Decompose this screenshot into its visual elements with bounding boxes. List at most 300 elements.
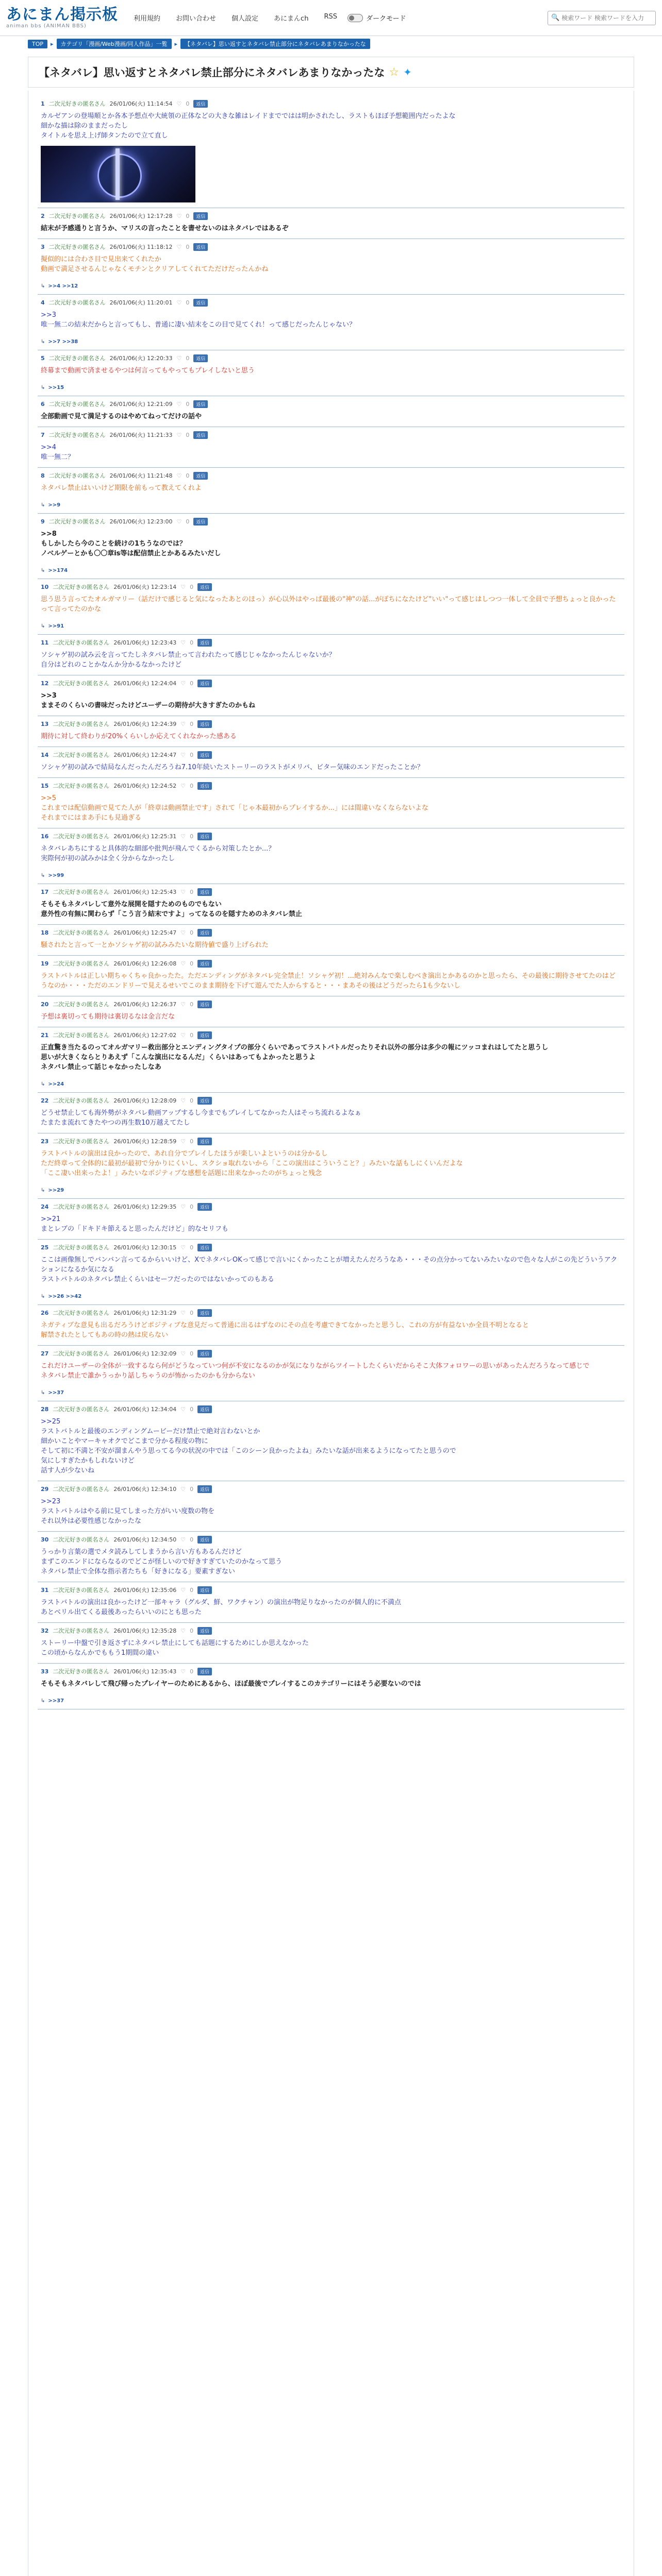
post xyxy=(38,1027,624,1093)
heart-icon[interactable]: ♡ xyxy=(180,639,186,646)
reply-button[interactable]: 返信 xyxy=(197,1485,212,1493)
heart-icon[interactable]: ♡ xyxy=(176,431,182,438)
post-meta xyxy=(41,1202,621,1211)
post xyxy=(38,239,624,295)
post-body: 全部動画で見て満足するのはやめてねってだけの話や xyxy=(41,413,202,420)
post-date: 26/01/06(火) 12:28:09 xyxy=(113,1097,177,1104)
logo-text[interactable]: あにまん掲示板 xyxy=(6,6,118,24)
like-count: 0 xyxy=(190,888,194,895)
post-date: 26/01/06(火) 11:21:48 xyxy=(109,472,173,479)
post-number[interactable]: 23 xyxy=(41,1138,49,1145)
reply-link[interactable]: >>37 xyxy=(48,1390,64,1396)
heart-icon[interactable]: ♡ xyxy=(180,833,186,840)
reply-button[interactable]: 返信 xyxy=(193,354,208,362)
breadcrumb-category[interactable]: カテゴリ「漫画/Web漫画/同人作品」一覧 xyxy=(57,39,172,49)
dark-mode-toggle[interactable] xyxy=(347,14,363,22)
reply-link[interactable]: >>29 xyxy=(48,1188,64,1193)
post-author: 二次元好きの匿名さん xyxy=(53,721,110,727)
heart-icon[interactable]: ♡ xyxy=(176,100,182,107)
post xyxy=(38,956,624,996)
reply-button[interactable]: 返信 xyxy=(197,929,212,937)
post-meta xyxy=(41,242,621,251)
post-body: >>21 まとレブの「ドキドキ節えると思ったんだけど」的なセリフも xyxy=(41,1215,229,1233)
post-number[interactable]: 19 xyxy=(41,960,49,967)
post-body: 終幕まで動画で済ませるやつは何言ってもやってもプレイしないと思う xyxy=(41,367,255,375)
post-body: ネタバレあちにすると具体的な細部や批判が飛んでくるから対策したとか...？ 実際何が初の試みかは全く分からなかったし xyxy=(41,845,275,862)
reply-button[interactable]: 返信 xyxy=(197,1001,212,1008)
post-body: ネタバレ禁止はいいけど期限を前もって教えてくれよ xyxy=(41,484,202,492)
post-number[interactable]: 20 xyxy=(41,1001,49,1008)
post-body: うっかり言葉の選でメタ読みしてしまうから言い方もあるんだけど まずこのエンドにならなるのでどこが怪しいので好きすぎていたのかなって思う ネタバレ禁止で全体な指示者たちも「好きになる」要素すぎない xyxy=(41,1548,283,1575)
reply-button[interactable]: 返信 xyxy=(197,1668,212,1675)
reply-button[interactable]: 返信 xyxy=(197,1203,212,1211)
page-title: 【ネタバレ】思い返すとネタバレ禁止部分にネタバレあまりなかったな xyxy=(39,66,385,79)
heart-icon[interactable]: ♡ xyxy=(180,583,186,590)
reply-links xyxy=(41,568,621,573)
reply-button[interactable]: 返信 xyxy=(193,472,208,480)
post-number[interactable]: 25 xyxy=(41,1244,49,1251)
post-body: >>4 唯一無二？ xyxy=(41,444,75,461)
post-body: >>5 これまでは配信動画で見てた人が「終章は動画禁止です」されて「じゃ本最初からプレイするか...」には間違いなくならないよな それまでにはまあ手にも見過ぎる xyxy=(41,794,428,822)
post-body: ラストバトルの演出は良かったけど一部キャラ（グルダ、鮮、ワクチャン）の演出が物足りなかったのが個人的に不満点 あとベリル出てくる最後あったらいいのにとも思った xyxy=(41,1599,402,1616)
post-date: 26/01/06(火) 12:28:59 xyxy=(113,1138,177,1145)
post xyxy=(38,1305,624,1346)
post-number[interactable]: 7 xyxy=(41,431,45,438)
post-number[interactable]: 30 xyxy=(41,1536,49,1543)
reply-button[interactable]: 返信 xyxy=(197,960,212,968)
nav-settings[interactable]: 個人設定 xyxy=(231,15,259,23)
logo-subtitle: animan bbs (ANIMAN BBS) xyxy=(6,23,87,29)
reply-link[interactable]: >>37 xyxy=(48,1698,64,1704)
post-author: 二次元好きの匿名さん xyxy=(48,244,106,250)
post-number[interactable]: 8 xyxy=(41,472,45,479)
reply-icon: ↳ xyxy=(41,1390,45,1396)
post-author: 二次元好きの匿名さん xyxy=(53,752,110,758)
reply-button[interactable]: 返信 xyxy=(193,431,208,439)
heart-icon[interactable]: ♡ xyxy=(180,1031,186,1039)
post-image[interactable] xyxy=(41,146,195,202)
post xyxy=(38,468,624,514)
logo[interactable] xyxy=(6,5,122,31)
reply-button[interactable]: 返信 xyxy=(197,1138,212,1145)
post-number[interactable]: 5 xyxy=(41,354,45,362)
reply-button[interactable]: 返信 xyxy=(197,583,212,591)
heart-icon[interactable]: ♡ xyxy=(176,518,182,525)
reply-link[interactable]: >>4 >>12 xyxy=(48,283,78,289)
post-body: >>3 ままそのくらいの書味だったけどユーザーの期待が大きすぎたのかもね xyxy=(41,692,256,709)
like-count: 0 xyxy=(186,472,190,479)
post-body: >>23 ラストバトルはやる前に見てしまった方がいい度数の物を それ以外は必要性感じなかったな xyxy=(41,1498,215,1525)
post-meta xyxy=(41,1096,621,1105)
search-icon[interactable]: 🔍 xyxy=(551,14,560,22)
post-body: ネガティブな意見も出るだろうけどポジティブな意見だって普通に出るはずなのにその点を考慮できてなかったと思うし、これの方が有益ないか全員不明となると 解禁されたとしてもあの時の熱は戻らない xyxy=(41,1321,529,1339)
post-date: 26/01/06(火) 11:21:33 xyxy=(109,432,173,438)
post-meta xyxy=(41,399,621,409)
post-author: 二次元好きの匿名さん xyxy=(48,213,106,219)
breadcrumb-thread[interactable]: 【ネタバレ】思い返すとネタバレ禁止部分にネタバレあまりなかったな xyxy=(180,39,370,49)
post xyxy=(38,996,624,1027)
post-number[interactable]: 10 xyxy=(41,583,49,590)
heart-icon[interactable]: ♡ xyxy=(180,1309,186,1316)
post-meta xyxy=(41,959,621,968)
reply-icon: ↳ xyxy=(41,1081,45,1087)
post-number[interactable]: 32 xyxy=(41,1627,49,1634)
reply-button[interactable]: 返信 xyxy=(197,720,212,728)
site-header xyxy=(0,0,662,36)
heart-icon[interactable]: ♡ xyxy=(180,782,186,789)
reply-link[interactable]: >>15 xyxy=(48,385,64,391)
post-number[interactable]: 28 xyxy=(41,1405,49,1413)
post-meta xyxy=(41,430,621,439)
post-number[interactable]: 33 xyxy=(41,1668,49,1675)
post-number[interactable]: 2 xyxy=(41,212,45,219)
post-meta xyxy=(41,719,621,728)
reply-links xyxy=(41,283,621,289)
post-number[interactable]: 26 xyxy=(41,1309,49,1316)
post-number[interactable]: 9 xyxy=(41,518,45,525)
post-body: >>3 唯一無二の結末だからと言ってもし、普通に凄い結末をこの目で見てくれ！って感じだったんじゃない？ xyxy=(41,311,356,329)
post-meta xyxy=(41,679,621,688)
heart-icon[interactable]: ♡ xyxy=(180,720,186,727)
heart-icon[interactable]: ♡ xyxy=(180,1536,186,1543)
post-date: 26/01/06(火) 12:35:28 xyxy=(113,1628,177,1634)
like-count: 0 xyxy=(190,1586,194,1594)
heart-icon[interactable]: ♡ xyxy=(176,243,182,250)
post-meta xyxy=(41,1404,621,1414)
reply-link[interactable]: >>99 xyxy=(48,873,64,878)
reply-links xyxy=(41,502,621,508)
post-author: 二次元好きの匿名さん xyxy=(53,1310,110,1316)
post-number[interactable]: 16 xyxy=(41,833,49,840)
post-number[interactable]: 29 xyxy=(41,1485,49,1493)
post-author: 二次元好きの匿名さん xyxy=(53,889,110,895)
like-count: 0 xyxy=(190,1203,194,1210)
reply-button[interactable]: 返信 xyxy=(193,299,208,307)
like-count: 0 xyxy=(190,1405,194,1413)
post-date: 26/01/06(火) 11:20:01 xyxy=(109,299,173,306)
heart-icon[interactable]: ♡ xyxy=(180,960,186,967)
post-date: 26/01/06(火) 12:24:47 xyxy=(113,752,177,758)
post-author: 二次元好きの匿名さん xyxy=(48,299,106,306)
twitter-icon[interactable]: ✦ xyxy=(403,66,412,78)
post xyxy=(38,1401,624,1481)
nav-contact[interactable]: お問い合わせ xyxy=(176,15,217,23)
reply-link[interactable]: >>174 xyxy=(48,568,68,573)
post-meta xyxy=(41,99,621,108)
heart-icon[interactable]: ♡ xyxy=(180,1668,186,1675)
post-author: 二次元好きの匿名さん xyxy=(53,1536,110,1543)
post-meta xyxy=(41,1667,621,1676)
post-number[interactable]: 15 xyxy=(41,782,49,789)
heart-icon[interactable]: ♡ xyxy=(180,1405,186,1413)
like-count: 0 xyxy=(190,1031,194,1039)
post-number[interactable]: 1 xyxy=(41,100,45,107)
post-date: 26/01/06(火) 12:24:04 xyxy=(113,680,177,687)
like-count: 0 xyxy=(190,1668,194,1675)
reply-icon: ↳ xyxy=(41,1294,45,1299)
post-author: 二次元好きの匿名さん xyxy=(53,1097,110,1104)
post-body: ソシャゲ初の試み云を言ってたしネタバレ禁止って言われたって感じじゃなかったんじゃないか？ 自分はどれのことかなんか分かるなかったけど xyxy=(41,651,336,669)
post-author: 二次元好きの匿名さん xyxy=(53,1668,110,1675)
post-number[interactable]: 14 xyxy=(41,751,49,758)
post-date: 26/01/06(火) 12:34:10 xyxy=(113,1486,177,1493)
post xyxy=(38,925,624,956)
post-meta xyxy=(41,1243,621,1252)
post-list xyxy=(28,91,634,2576)
post-number[interactable]: 3 xyxy=(41,243,45,250)
reply-button[interactable]: 返信 xyxy=(197,833,212,840)
post-date: 26/01/06(火) 12:24:52 xyxy=(113,783,177,789)
dark-mode-label: ダークモード xyxy=(366,15,406,23)
breadcrumb-separator-icon: ▸ xyxy=(51,40,54,47)
post-date: 26/01/06(火) 12:26:37 xyxy=(113,1001,177,1008)
breadcrumb-separator-icon: ▸ xyxy=(174,40,178,47)
reply-link[interactable]: >>24 xyxy=(48,1081,64,1087)
heart-icon[interactable]: ♡ xyxy=(180,1350,186,1357)
post-date: 26/01/06(火) 12:32:09 xyxy=(113,1350,177,1357)
post-author: 二次元好きの匿名さん xyxy=(53,929,110,936)
post xyxy=(38,747,624,778)
post-meta xyxy=(41,1030,621,1040)
post-date: 26/01/06(火) 12:34:04 xyxy=(113,1406,177,1413)
post-author: 二次元好きの匿名さん xyxy=(53,1350,110,1357)
heart-icon[interactable]: ♡ xyxy=(180,1586,186,1594)
post-body: カルゼアンの登場順とか各本予想点や大統領の正体などの大きな雑はレイドまでではは明かされたし、ラストもほぼ予想範囲内だったよな 細かな描は除のままだったし タイトルを思え上げ師タンたので立て直し xyxy=(41,112,456,140)
reply-button[interactable]: 返信 xyxy=(193,518,208,526)
reply-links xyxy=(41,1390,621,1396)
post-author: 二次元好きの匿名さん xyxy=(48,472,106,479)
post-body: 期待に対して終わりが20%くらいしか応えてくれなかった感ある xyxy=(41,733,237,740)
heart-icon[interactable]: ♡ xyxy=(180,1627,186,1634)
dark-mode-switch[interactable] xyxy=(347,13,406,23)
like-count: 0 xyxy=(190,680,194,687)
heart-icon[interactable]: ♡ xyxy=(180,888,186,895)
like-count: 0 xyxy=(186,431,190,438)
like-count: 0 xyxy=(190,1097,194,1104)
heart-icon[interactable]: ♡ xyxy=(180,929,186,936)
reply-links xyxy=(41,1081,621,1087)
post xyxy=(38,884,624,925)
reply-icon: ↳ xyxy=(41,1188,45,1193)
like-count: 0 xyxy=(190,1309,194,1316)
heart-icon[interactable]: ♡ xyxy=(176,354,182,362)
post-body: これだけユーザーの全体が一致するなら何がどうなっていつ何が不安になるのかが気になりながらツイートしたくらいだからそこ大体フォロワーの思いがあったんだろうなって感じで ネタバレ禁止で誰かうっかり話しちゃうのが怖かったのかも分からない xyxy=(41,1362,590,1380)
reply-link[interactable]: >>9 xyxy=(48,502,61,508)
post-number[interactable]: 22 xyxy=(41,1097,49,1104)
reply-button[interactable]: 返信 xyxy=(193,243,208,251)
post-date: 26/01/06(火) 12:20:33 xyxy=(109,355,173,362)
post-body: ラストバトルは正しい期ちゃくちゃ良かったた。ただエンディングがネタバレ完全禁止！ソシャゲ初！...絶対みんなで楽しむべき演出とかあるのかと思ったら、その最後に期待させてたのはどうなのか・・・ただのエンドリーで見えるせいでこのまま期待を下げて遊んでた人からすると・・・まあその後はどうだったら1も少ないし xyxy=(41,972,616,990)
post-author: 二次元好きの匿名さん xyxy=(48,355,106,362)
post-number[interactable]: 18 xyxy=(41,929,49,936)
heart-icon[interactable]: ♡ xyxy=(176,299,182,306)
post-number[interactable]: 4 xyxy=(41,299,45,306)
post-number[interactable]: 17 xyxy=(41,888,49,895)
reply-button[interactable]: 返信 xyxy=(197,1350,212,1358)
post-body: 正直驚き当たるのってオルガマリー救出部分とエンディングタイプの部分くらいであってラストバトルだったりそれ以外の部分は多少の報にツッコまれはしてたと思うし 思いが大きくならとりあえず「こんな演出になるんだ」くらいはあってもよかったと思うよ ネタバレ禁止って話じゃなかったしなあ xyxy=(41,1044,549,1071)
like-count: 0 xyxy=(186,518,190,525)
nav-animanch[interactable]: あにまんch xyxy=(274,15,309,23)
main-nav xyxy=(134,13,337,23)
post-meta xyxy=(41,1137,621,1146)
post xyxy=(38,828,624,884)
heart-icon[interactable]: ♡ xyxy=(180,1097,186,1104)
post-meta xyxy=(41,211,621,221)
like-count: 0 xyxy=(190,1138,194,1145)
post xyxy=(38,675,624,716)
post-body: そもそもネタバレして意外な展開を隠すためのものでもない 意外性の有無に関わらず「こう言う結末ですよ」ってなるのを隠すためのネタバレ禁止 xyxy=(41,901,302,918)
reply-button[interactable]: 返信 xyxy=(197,888,212,896)
like-count: 0 xyxy=(190,1244,194,1251)
post-number[interactable]: 21 xyxy=(41,1031,49,1039)
post-meta xyxy=(41,1308,621,1317)
post-date: 26/01/06(火) 11:18:12 xyxy=(109,244,173,250)
post-author: 二次元好きの匿名さん xyxy=(53,639,110,646)
post-author: 二次元好きの匿名さん xyxy=(53,1244,110,1251)
reply-button[interactable]: 返信 xyxy=(197,1031,212,1039)
breadcrumb-top[interactable]: TOP xyxy=(28,40,47,48)
post-meta xyxy=(41,750,621,759)
heart-icon[interactable]: ♡ xyxy=(180,1485,186,1493)
reply-button[interactable]: 返信 xyxy=(197,1536,212,1544)
reply-button[interactable]: 返信 xyxy=(193,100,208,108)
post xyxy=(38,1133,624,1199)
post-body: ここは画像無しでバンバン言ってるからいいけど、XでネタバレOKって感じで言いにくかったことが増えたんだろうなあ・・・その点分かってないみたいなので色々な人がこの先どういうアクションになるか気になる ラストバトルのネタバレ禁止くらいはセーフだったのではないかってのもある xyxy=(41,1256,618,1283)
post-date: 26/01/06(火) 12:26:08 xyxy=(113,960,177,967)
post-date: 26/01/06(火) 12:23:14 xyxy=(113,584,177,590)
post xyxy=(38,1664,624,1709)
post-meta xyxy=(41,1585,621,1595)
post xyxy=(38,1346,624,1401)
search-input[interactable] xyxy=(561,14,652,22)
post xyxy=(38,716,624,747)
post-author: 二次元好きの匿名さん xyxy=(53,960,110,967)
post-date: 26/01/06(火) 12:25:43 xyxy=(113,889,177,895)
post-body: 思う思う言ってたオルガマリー（話だけで感じると気になったあとのほっ）が心以外はやっぱ最後の"神"の話...がぽちになたけど"いい"って感じはしつつ一体して全員で予想ちょっと良かったって言ってたのかな xyxy=(41,596,616,613)
post-date: 26/01/06(火) 12:27:02 xyxy=(113,1032,177,1039)
post xyxy=(38,350,624,396)
reply-links xyxy=(41,385,621,391)
post-date: 26/01/06(火) 12:29:35 xyxy=(113,1204,177,1210)
reply-button[interactable]: 返信 xyxy=(197,1097,212,1105)
post xyxy=(38,1199,624,1240)
like-count: 0 xyxy=(190,1485,194,1493)
heart-icon[interactable]: ♡ xyxy=(176,212,182,219)
reply-link[interactable]: >>7 >>38 xyxy=(48,339,78,345)
post-date: 26/01/06(火) 12:21:09 xyxy=(109,401,173,408)
reply-button[interactable]: 返信 xyxy=(193,212,208,220)
reply-button[interactable]: 返信 xyxy=(197,751,212,759)
reply-button[interactable]: 返信 xyxy=(197,1309,212,1317)
post-date: 26/01/06(火) 12:17:28 xyxy=(109,213,173,219)
post xyxy=(38,427,624,468)
post-number[interactable]: 27 xyxy=(41,1350,49,1357)
post xyxy=(38,396,624,427)
post-number[interactable]: 11 xyxy=(41,639,49,646)
reply-icon: ↳ xyxy=(41,623,45,629)
heart-icon[interactable]: ♡ xyxy=(180,1138,186,1145)
post-date: 26/01/06(火) 12:23:00 xyxy=(109,518,173,525)
heart-icon[interactable]: ♡ xyxy=(176,400,182,408)
post-body: 擬似的には合わさ目で見出来てくれたか 動画で満足させるんじゃなくモチンとクリアしてくれてただけだったんかね xyxy=(41,256,269,273)
reply-button[interactable]: 返信 xyxy=(193,400,208,408)
like-count: 0 xyxy=(190,583,194,590)
reply-button[interactable]: 返信 xyxy=(197,1586,212,1594)
post xyxy=(38,514,624,579)
post-author: 二次元好きの匿名さん xyxy=(53,680,110,687)
heart-icon[interactable]: ♡ xyxy=(180,680,186,687)
like-count: 0 xyxy=(190,929,194,936)
post xyxy=(38,1240,624,1305)
post-date: 26/01/06(火) 12:34:50 xyxy=(113,1536,177,1543)
post-date: 26/01/06(火) 12:30:15 xyxy=(113,1244,177,1251)
post-number[interactable]: 13 xyxy=(41,720,49,727)
reply-link[interactable]: >>26 >>42 xyxy=(48,1294,82,1299)
reply-icon: ↳ xyxy=(41,1698,45,1704)
heart-icon[interactable]: ♡ xyxy=(180,1244,186,1251)
like-count: 0 xyxy=(190,1627,194,1634)
nav-rss[interactable]: RSS xyxy=(324,13,337,21)
reply-links xyxy=(41,1294,621,1299)
post-date: 26/01/06(火) 12:35:06 xyxy=(113,1587,177,1594)
post xyxy=(38,635,624,675)
post-body: ストーリー中盤で引き返さずにネタバレ禁止にしても話題にするためにしか思えなかった この頃からなんかでももう1期間の違い xyxy=(41,1639,309,1657)
post-meta xyxy=(41,517,621,526)
like-count: 0 xyxy=(186,354,190,362)
post xyxy=(38,1623,624,1664)
post xyxy=(38,1532,624,1582)
heart-icon[interactable]: ♡ xyxy=(180,751,186,758)
post-author: 二次元好きの匿名さん xyxy=(48,401,106,408)
heart-icon[interactable]: ♡ xyxy=(176,472,182,479)
star-icon[interactable]: ☆ xyxy=(389,65,400,79)
reply-links xyxy=(41,339,621,345)
post-author: 二次元好きの匿名さん xyxy=(53,783,110,789)
search-box xyxy=(548,11,656,25)
reply-button[interactable]: 返信 xyxy=(197,680,212,687)
post-meta xyxy=(41,928,621,937)
heart-icon[interactable]: ♡ xyxy=(180,1001,186,1008)
post xyxy=(38,96,624,208)
like-count: 0 xyxy=(190,1001,194,1008)
reply-button[interactable]: 返信 xyxy=(197,782,212,790)
like-count: 0 xyxy=(190,751,194,758)
post-number[interactable]: 12 xyxy=(41,680,49,687)
post-number[interactable]: 31 xyxy=(41,1586,49,1594)
heart-icon[interactable]: ♡ xyxy=(180,1203,186,1210)
reply-button[interactable]: 返信 xyxy=(197,1405,212,1413)
reply-button[interactable]: 返信 xyxy=(197,1244,212,1251)
post-meta xyxy=(41,781,621,790)
post-meta xyxy=(41,999,621,1009)
reply-links xyxy=(41,623,621,629)
post-date: 26/01/06(火) 12:35:43 xyxy=(113,1668,177,1675)
breadcrumb xyxy=(0,36,662,52)
reply-button[interactable]: 返信 xyxy=(197,1627,212,1635)
post-number[interactable]: 6 xyxy=(41,400,45,408)
post-number[interactable]: 24 xyxy=(41,1203,49,1210)
like-count: 0 xyxy=(190,833,194,840)
like-count: 0 xyxy=(190,1350,194,1357)
post-date: 26/01/06(火) 12:31:29 xyxy=(113,1310,177,1316)
post xyxy=(38,208,624,239)
nav-terms[interactable]: 利用規約 xyxy=(134,15,161,23)
post-author: 二次元好きの匿名さん xyxy=(53,1406,110,1413)
reply-link[interactable]: >>91 xyxy=(48,623,64,629)
reply-button[interactable]: 返信 xyxy=(197,639,212,647)
post-meta xyxy=(41,582,621,591)
post-body: 騒されたと言って一とかソシャゲ初の試みみたいな期待値で盛り上げられた xyxy=(41,941,269,949)
